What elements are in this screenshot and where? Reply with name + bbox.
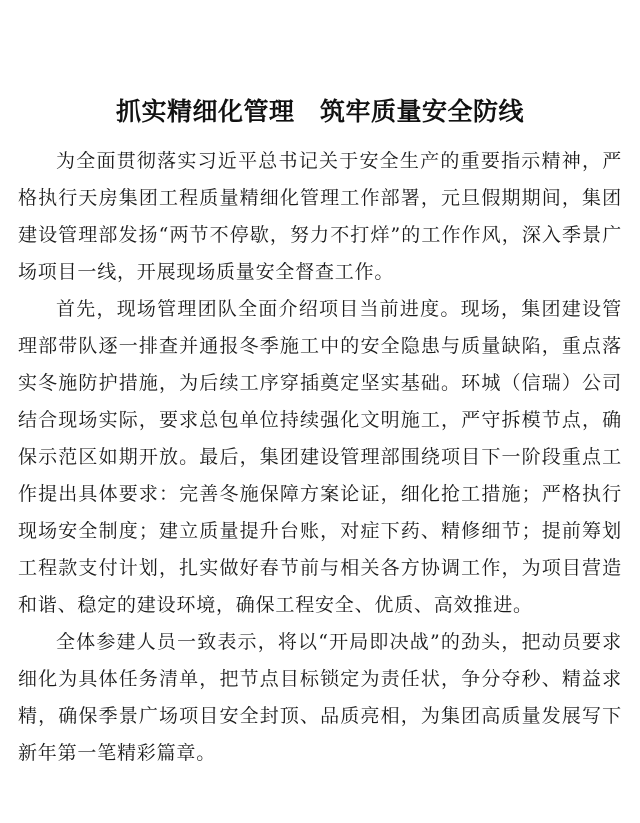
paragraph-progress: 首先，现场管理团队全面介绍项目当前进度。现场，集团建设管理部带队逐一排查并通报冬季施工中的安全隐患与质量缺陷，重点落实冬施防护措施，为后续工序穿插奠定坚实基础。环城（信瑞）公司结合现场实际，要求总包单位持续强化文明施工，严守拆模节点，确保示范区如期开放。最后，集团建设管理部围绕项目下一阶段重点工作提出具体要求：完善冬施保障方案论证，细化抢工措施；严格执行现场安全制度；建立质量提升台账，对症下药、精修细节；提前筹划工程款支付计划，扎实做好春节前与相关各方协调工作，为项目营造和谐、稳定的建设环境，确保工程安全、优质、高效推进。 bbox=[18, 298, 622, 616]
article-title: 抓实精细化管理 筑牢质量安全防线 bbox=[115, 96, 524, 126]
paragraph-conclusion: 全体参建人员一致表示，将以“开局即决战”的劲头，把动员要求细化为具体任务清单，把节点目标锁定为责任状，争分夺秒、精益求精，确保季景广场项目安全封顶、品质亮相，为集团高质量发展写下新年第一笔精彩篇章。 bbox=[18, 631, 622, 764]
article-body bbox=[18, 143, 622, 772]
paragraph-intro: 为全面贯彻落实习近平总书记关于安全生产的重要指示精神，严格执行天房集团工程质量精细化管理工作部署，元旦假期期间，集团建设管理部发扬“两节不停歇，努力不打烊”的工作作风，深入季景广场项目一线，开展现场质量安全督查工作。 bbox=[18, 150, 622, 283]
